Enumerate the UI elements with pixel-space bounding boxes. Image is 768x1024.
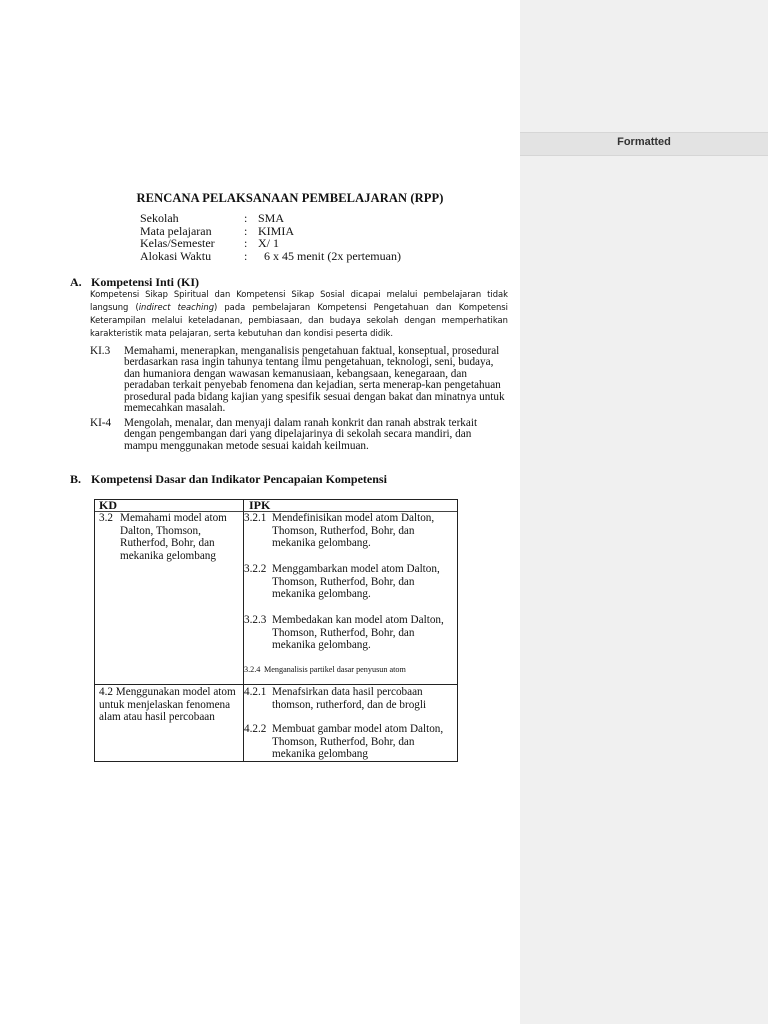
ki-text: Mengolah, menalar, dan menyaji dalam ranah konkrit dan ranah abstrak terkait dengan pengembangan dari yang dipelajarinya di sekolah secara mandiri, dan mampu menggunakan metode sesuai kaidah keilmuan.	[124, 417, 478, 452]
ipk-number: 3.2.1	[244, 512, 267, 524]
ipk-number: 3.2.2	[244, 563, 267, 575]
ipk-number: 4.2.1	[244, 686, 267, 698]
info-block	[140, 212, 401, 262]
ipk-number: 3.2.4	[244, 665, 261, 674]
info-row-kelas-semester	[140, 237, 401, 250]
ki-intro-text-end: ) pada pembelajaran Kompetensi Pengetahuan dan Kompetensi Keterampilan melalui keteladanan, pembiasaan, dan budaya sekolah dengan memperhatikan karakteristik mata pelajaran, serta kebutuhan dan kondisi peserta didik.	[90, 302, 508, 338]
info-colon: :	[244, 236, 248, 250]
ki-intro-italic: indirect teaching	[138, 302, 215, 312]
comment-header	[520, 132, 768, 156]
ipk-number: 4.2.2	[244, 723, 267, 735]
info-label: Mata pelajaran	[140, 223, 212, 238]
info-label: Alokasi Waktu	[140, 248, 212, 263]
ki-label: KI.3	[90, 345, 111, 357]
ki-intro-paragraph	[90, 288, 508, 340]
info-value: X/ 1	[258, 236, 279, 250]
kd-text: 4.2 Menggunakan model atom untuk menjelaskan fenomena alam atau hasil percobaan	[99, 686, 236, 723]
info-value: KIMIA	[258, 223, 294, 238]
ipk-text: Menafsirkan data hasil percobaan thomson, rutherford, dan de brogli	[272, 686, 427, 711]
ipk-text: Mendefinisikan model atom Dalton, Thomson, Rutherfod, Bohr, dan mekanika gelombang.	[272, 512, 435, 549]
info-row-alokasi-waktu	[140, 250, 401, 263]
table-header-ipk: IPK	[249, 498, 271, 512]
info-row-sekolah	[140, 212, 401, 225]
kd-ipk-table	[94, 499, 458, 762]
ipk-number: 3.2.3	[244, 614, 267, 626]
section-title: Kompetensi Inti (KI)	[91, 275, 199, 289]
kd-text: Memahami model atom Dalton, Thomson, Rutherfod, Bohr, dan mekanika gelombang	[120, 512, 227, 562]
ipk-text: Membuat gambar model atom Dalton, Thomson, Rutherfod, Bohr, dan mekanika gelombang	[272, 723, 444, 760]
info-colon: :	[244, 211, 248, 225]
section-title: Kompetensi Dasar dan Indikator Pencapaian Kompetensi	[91, 472, 387, 486]
info-colon: :	[244, 248, 248, 263]
info-value: SMA	[258, 211, 285, 225]
info-colon: :	[244, 223, 248, 238]
ipk-text: Menggambarkan model atom Dalton, Thomson, Rutherfod, Bohr, dan mekanika gelombang.	[272, 563, 440, 600]
ipk-text: Menganalisis partikel dasar penyusun atom	[264, 665, 406, 674]
section-letter: A.	[70, 275, 82, 289]
info-label: Sekolah	[140, 211, 179, 225]
info-value: 6 x 45 menit (2x pertemuan)	[258, 248, 401, 263]
ki-text: Memahami, menerapkan, menganalisis pengetahuan faktual, konseptual, prosedural berdasarkan rasa ingin tahunya tentang ilmu pengetahuan, teknologi, seni, budaya, dan humaniora dengan wawasan kemanusiaan, kebangsaan, kenegaraan, dan peradaban terkait penyebab fenomena dan kejadian, serta menerap-kan pengetahuan prosedural pada bidang kajian yang spesifik sesuai dengan bakat dan minatnya untuk memecahkan masalah.	[124, 345, 505, 415]
ki-intro-text: Kompetensi Sikap Spiritual dan Kompetensi Sikap Sosial dicapai melalui pembelajaran tidak langsung (	[90, 289, 508, 312]
info-label: Kelas/Semester	[140, 236, 215, 250]
ipk-text: Membedakan kan model atom Dalton, Thomson, Rutherfod, Bohr, dan mekanika gelombang.	[272, 614, 444, 651]
section-letter: B.	[70, 472, 82, 486]
row-divider	[95, 684, 457, 685]
kd-number: 3.2	[99, 512, 113, 524]
ki-label: KI-4	[90, 417, 112, 429]
comment-formatted-label: Formatted	[617, 136, 671, 148]
table-header-kd: KD	[99, 498, 117, 512]
document-title: RENCANA PELAKSANAAN PEMBELAJARAN (RPP)	[136, 191, 444, 205]
